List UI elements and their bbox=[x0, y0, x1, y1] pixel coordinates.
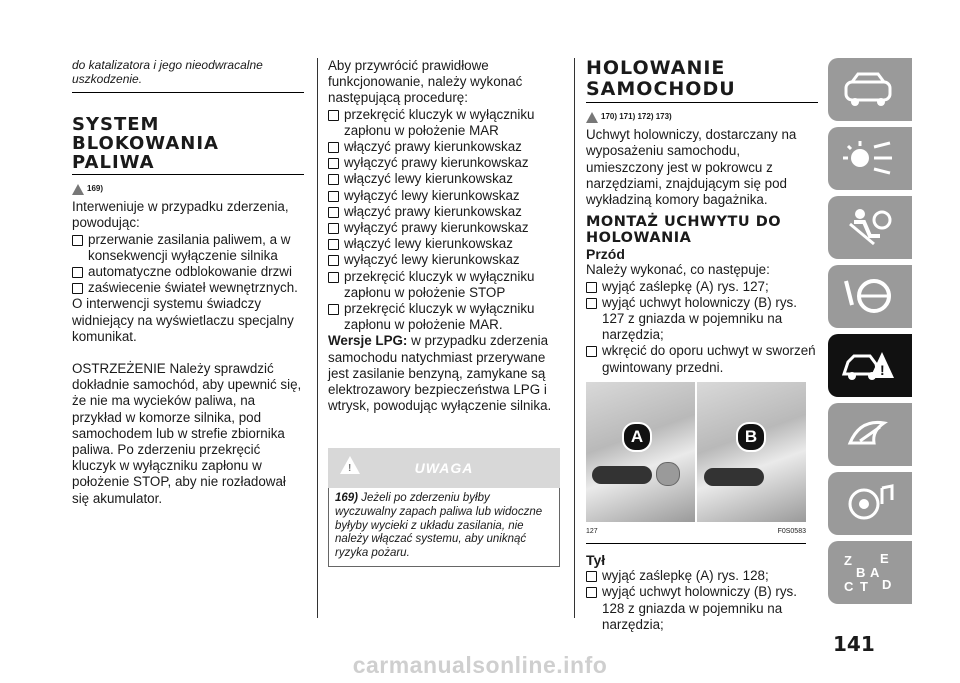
checkbox-bullet-icon bbox=[328, 207, 339, 218]
checkbox-bullet-icon bbox=[586, 346, 597, 357]
list-item: włączyć prawy kierunkowskaz bbox=[328, 204, 560, 220]
procedure-intro: Aby przywrócić prawidłowe funkcjonowanie, należy wykonać następującą procedurę: bbox=[328, 58, 523, 106]
checkbox-bullet-icon bbox=[586, 298, 597, 309]
steering-wheel-icon bbox=[840, 275, 896, 317]
watermark: carmanualsonline.info bbox=[352, 652, 608, 678]
bumper-grill bbox=[704, 468, 764, 486]
tab-driving[interactable] bbox=[828, 265, 912, 328]
front-intro: Należy wykonać, co następuje: bbox=[586, 262, 770, 278]
list-item: przerwanie zasilania paliwem, a w konsekwencji wyłączenie silnika bbox=[72, 232, 304, 264]
warning-refs: 169) bbox=[72, 181, 304, 197]
figure-panel-a bbox=[586, 382, 695, 522]
rear-label: Tył bbox=[586, 552, 606, 569]
checkbox-bullet-icon bbox=[586, 282, 597, 293]
caution-body: 169) Jeżeli po zderzeniu byłby wyczuwalny zapach paliwa lub widoczne byłyby wycieki z układu zasilania, nie należy włączać systemu, aby uniknąć ryzyka pożaru. bbox=[328, 488, 560, 567]
checkbox-bullet-icon bbox=[328, 255, 339, 266]
list-item: przekręcić kluczyk w wyłączniku zapłonu w położenie STOP bbox=[328, 269, 560, 301]
intro-paragraph: Interweniuje w przypadku zderzenia, powodując: bbox=[72, 199, 289, 231]
figure-panel-b bbox=[697, 382, 806, 522]
list-item: wyjąć zaślepkę (A) rys. 127; bbox=[586, 279, 818, 295]
figure-127 bbox=[586, 382, 806, 522]
continued-note: do katalizatora i jego nieodwracalne uszkodzenie. bbox=[72, 58, 304, 93]
warning-triangle-icon bbox=[72, 184, 84, 195]
lpg-paragraph: Wersje LPG: w przypadku zderzenia samochodu natychmiast przerywane jest zasilanie benzyną, zamykane są elektrozawory bezpieczeństwa LPG i wtrysk, powodując wyłączenie silnika. bbox=[328, 333, 552, 414]
warning-refs: 170) 171) 172) 173) bbox=[586, 109, 818, 125]
checkbox-bullet-icon bbox=[328, 239, 339, 250]
label-a-badge: A bbox=[622, 422, 652, 452]
subsection-title: MONTAŻ UCHWYTU DO HOLOWANIA bbox=[586, 214, 782, 247]
figure-caption: 127 F0S0583 bbox=[586, 524, 806, 544]
page-number: 141 bbox=[833, 632, 875, 656]
tab-maintenance[interactable] bbox=[828, 403, 912, 466]
list-item: wyłączyć lewy kierunkowskaz bbox=[328, 252, 560, 268]
svg-text:C: C bbox=[844, 579, 854, 593]
checkbox-bullet-icon bbox=[72, 283, 83, 294]
list-item: wyłączyć prawy kierunkowskaz bbox=[328, 220, 560, 236]
svg-text:B: B bbox=[856, 565, 866, 580]
car-emergency-icon bbox=[840, 344, 896, 386]
svg-text:D: D bbox=[882, 577, 892, 592]
lights-icon bbox=[840, 137, 896, 179]
checkbox-bullet-icon bbox=[328, 304, 339, 315]
list-item: automatyczne odblokowanie drzwi bbox=[72, 264, 304, 280]
column-3 bbox=[586, 58, 818, 633]
label-b-badge: B bbox=[736, 422, 766, 452]
chapter-tabs bbox=[828, 58, 912, 610]
checkbox-bullet-icon bbox=[72, 235, 83, 246]
caution-header: ! UWAGA bbox=[328, 448, 560, 488]
checkbox-bullet-icon bbox=[586, 571, 597, 582]
front-label: Przód bbox=[586, 246, 625, 263]
section-title-towing: HOLOWANIE SAMOCHODU bbox=[586, 58, 818, 103]
column-divider bbox=[317, 58, 318, 618]
list-item: przekręcić kluczyk w wyłączniku zapłonu w położenie MAR. bbox=[328, 301, 560, 333]
svg-text:A: A bbox=[870, 565, 880, 580]
towing-intro: Uchwyt holowniczy, dostarczany na wyposażeniu samochodu, umieszczony jest w pokrowcu z narzędziami, znajdującym się pod wykładziną komory bagażnika. bbox=[586, 127, 797, 208]
column-2 bbox=[328, 58, 560, 567]
column-divider bbox=[574, 58, 575, 618]
svg-text:!: ! bbox=[880, 362, 885, 378]
tab-safety[interactable] bbox=[828, 196, 912, 259]
list-item: wkręcić do oporu uchwyt w sworzeń gwintowany przedni. bbox=[586, 343, 818, 375]
warning-triangle-icon: ! bbox=[340, 456, 360, 474]
tab-multimedia[interactable] bbox=[828, 472, 912, 535]
list-item: włączyć lewy kierunkowskaz bbox=[328, 236, 560, 252]
car-dashboard-icon bbox=[840, 68, 896, 110]
svg-text:Z: Z bbox=[844, 553, 852, 568]
warning-paragraph: OSTRZEŻENIE Należy sprawdzić dokładnie samochód, aby upewnić się, że nie ma wycieków paliwa, na przykład w komorze silnika, pod samochodem lub w strefie zbiornika paliwa. Po zderzeniu przekręcić kluczyk w wyłączniku zapłonu w położenie STOP, aby nie rozładował się akumulator. bbox=[72, 361, 302, 506]
checkbox-bullet-icon bbox=[328, 142, 339, 153]
warning-triangle-icon bbox=[586, 112, 598, 123]
tab-index[interactable] bbox=[828, 541, 912, 604]
after-paragraph: O interwencji systemu świadczy widniejący na wyświetlaczu specjalny komunikat. bbox=[72, 296, 294, 344]
multimedia-icon bbox=[840, 482, 896, 524]
tab-lights[interactable] bbox=[828, 127, 912, 190]
svg-text:E: E bbox=[880, 551, 889, 566]
checkbox-bullet-icon bbox=[328, 158, 339, 169]
section-title-fuel-cutoff: SYSTEM BLOKOWANIA PALIWA bbox=[72, 115, 304, 175]
checkbox-bullet-icon bbox=[328, 174, 339, 185]
list-item: wyjąć zaślepkę (A) rys. 128; bbox=[586, 568, 818, 584]
checkbox-bullet-icon bbox=[72, 267, 83, 278]
list-item: wyłączyć prawy kierunkowskaz bbox=[328, 155, 560, 171]
checkbox-bullet-icon bbox=[328, 223, 339, 234]
checkbox-bullet-icon bbox=[586, 587, 597, 598]
airbag-icon bbox=[840, 206, 896, 248]
list-item: włączyć prawy kierunkowskaz bbox=[328, 139, 560, 155]
svg-text:T: T bbox=[860, 579, 868, 593]
list-item: wyjąć uchwyt holowniczy (B) rys. 127 z gniazda w pojemniku na narzędzia; bbox=[586, 295, 818, 344]
list-item: włączyć lewy kierunkowskaz bbox=[328, 171, 560, 187]
checkbox-bullet-icon bbox=[328, 110, 339, 121]
tab-dashboard[interactable] bbox=[828, 58, 912, 121]
maintenance-icon bbox=[840, 413, 896, 455]
bumper-grill bbox=[592, 466, 652, 484]
list-item: zaświecenie świateł wewnętrznych. bbox=[72, 280, 304, 296]
index-letters-icon bbox=[840, 551, 896, 593]
list-item: wyłączyć lewy kierunkowskaz bbox=[328, 188, 560, 204]
list-item: wyjąć uchwyt holowniczy (B) rys. 128 z gniazda w pojemniku na narzędzia; bbox=[586, 584, 818, 633]
checkbox-bullet-icon bbox=[328, 272, 339, 283]
tab-emergency[interactable] bbox=[828, 334, 912, 397]
tow-cap-icon bbox=[656, 462, 680, 486]
list-item: przekręcić kluczyk w wyłączniku zapłonu w położenie MAR bbox=[328, 107, 560, 139]
column-1 bbox=[72, 58, 304, 507]
checkbox-bullet-icon bbox=[328, 191, 339, 202]
